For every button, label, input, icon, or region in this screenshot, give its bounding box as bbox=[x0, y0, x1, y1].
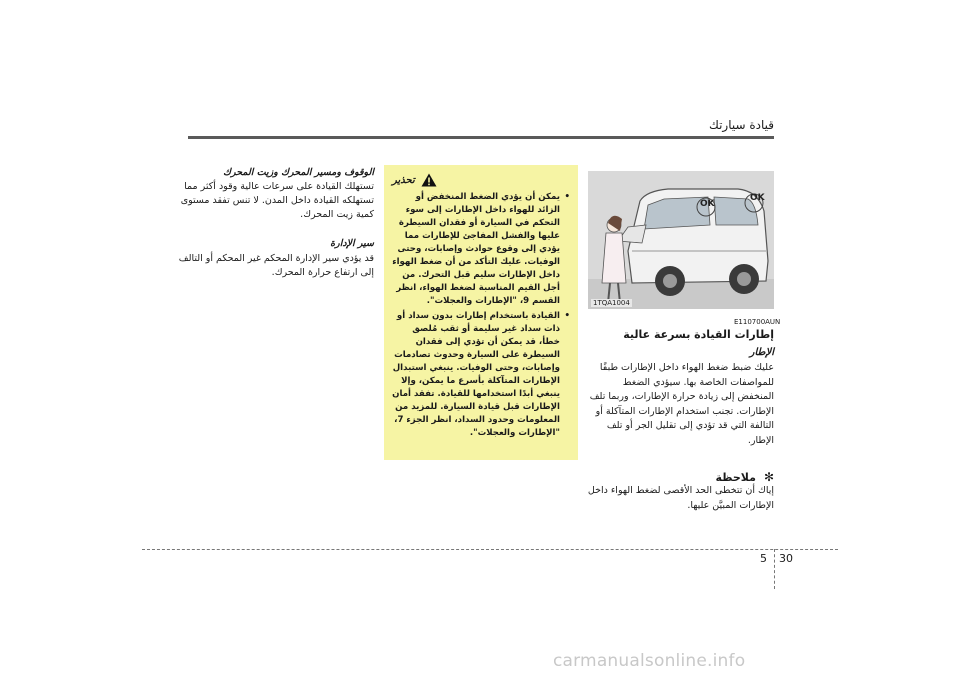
warning-list bbox=[392, 191, 570, 440]
footer-divider bbox=[142, 549, 838, 550]
chapter-number: 5 bbox=[760, 552, 767, 565]
warning-box bbox=[384, 165, 578, 460]
body-paragraph: عليك ضبط ضغط الهواء داخل الإطارات طبقًا للمواصفات الخاصة بها. سيؤدي الضغط المنخفض إلى زيادة حرارة الإطارات، وربما تلف الإطارات. تجنب استخدام الإطارات المتآكلة أو التالفة التي قد تؤدي إلى تقليل الجر أو تلف الإطار. bbox=[589, 362, 774, 446]
warning-header bbox=[392, 173, 570, 187]
note-paragraph: إياك أن تتخطى الحد الأقصى لضغط الهواء داخل الإطارات المبيَّن عليها. bbox=[587, 485, 774, 511]
subheading-left: سير الإدارة bbox=[330, 238, 374, 249]
section-heading-left: الوقوف ومسير المحرك وزيت المحرك bbox=[223, 167, 374, 178]
image-reference-code: 1TQA1004 bbox=[593, 299, 630, 307]
body-paragraph-left: تستهلك القيادة على سرعات عالية وقود أكثر مما تستهلكه القيادة داخل المدن. لا تنس تفقد مستوى كمية زيت المحرك. bbox=[180, 181, 374, 220]
warning-item: • القيادة باستخدام إطارات بدون سداد أو ذات سداد غير سليمة أو ثقب مُلصق خطأ، قد يمكن أن تؤدي إلى فقدان السيطرة على السيارة وحدوث تصادمات وإصابات، وحتى الوفيات. ينبغي استبدال الإطارات المتآكلة بأسرع ما يمكن، وإلا ينبغي أبدًا استخدامها للقيادة. تفقد أمان الإطارات قبل قيادة السيارة. للمزيد من المعلومات وحدود السداد، انظر الجزء 7، "الإطارات والعجلات". bbox=[392, 310, 570, 440]
warning-title: تحذير bbox=[392, 174, 415, 186]
warning-triangle-icon bbox=[421, 173, 437, 187]
note-star-icon: ✻ bbox=[763, 470, 774, 484]
footer-separator bbox=[774, 549, 775, 589]
section-heading: إطارات القيادة بسرعة عالية bbox=[623, 328, 774, 341]
section-title: قيادة سيارتك bbox=[708, 118, 774, 132]
ok-label-1: OK bbox=[700, 199, 715, 209]
van-illustration bbox=[588, 171, 774, 309]
warning-item: • يمكن أن يؤدي الضغط المنخفض أو الزائد للهواء داخل الإطارات إلى سوء التحكم في السيارة أو فقدان السيطرة عليها والفشل المفاجئ للإطارات مما يؤدي إلى وقوع حوادث وإصابات، وحتى الوفيات. عليك التأكد من أن ضغط الهواء داخل الإطارات سليم قبل التحرك. من أجل القيم المناسبة لضغط الهواء، انظر القسم 9، "الإطارات والعجلات". bbox=[392, 191, 570, 308]
page-number: 30 bbox=[779, 552, 793, 565]
watermark-text: carmanualsonline.info bbox=[553, 651, 746, 671]
body-paragraph-left-2: قد يؤدي سير الإدارة المحكم غير المحكم أو التالف إلى ارتفاع حرارة المحرك. bbox=[178, 253, 374, 278]
tire-check-illustration bbox=[588, 171, 774, 309]
note-heading-label: ملاحظة bbox=[715, 470, 756, 484]
header-divider bbox=[188, 136, 774, 139]
ok-label-2: OK bbox=[750, 193, 765, 203]
note-heading bbox=[715, 470, 774, 484]
subheading: الإطار bbox=[749, 347, 774, 358]
section-code: E110700AUN bbox=[734, 318, 781, 326]
